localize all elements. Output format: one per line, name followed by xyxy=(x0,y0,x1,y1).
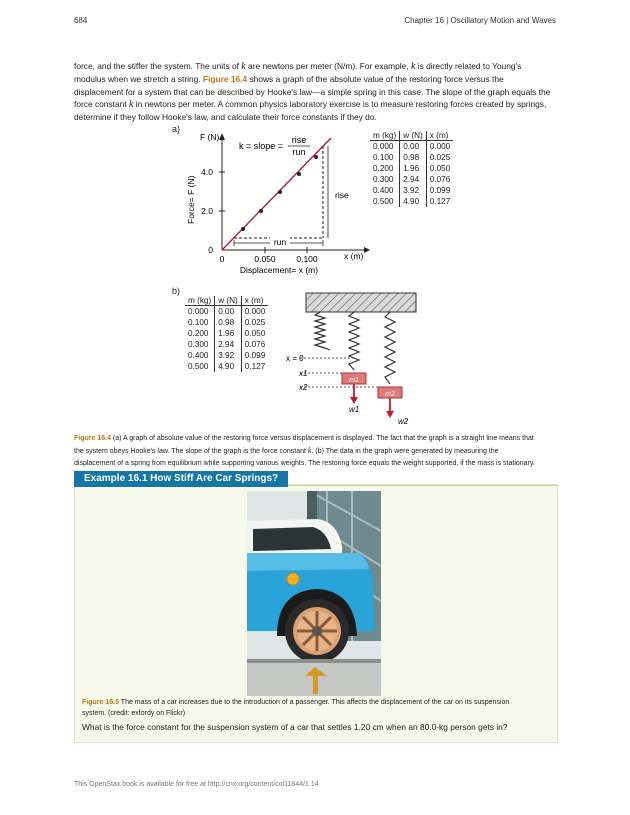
data-point xyxy=(297,172,301,176)
w2-label: w2 xyxy=(398,417,409,426)
y-axis-name: F (N) xyxy=(200,132,220,142)
x-axis-name: x (m) xyxy=(344,251,364,261)
m2-label: m2 xyxy=(385,391,395,398)
table-a: m (kg) w (N) x (m) 0.000 0.00 0.000 0.100 0.98 0.025 0.200 1.96 0.050 0.300 2.94 0.076 0.400 3.92 0.099 0.500 4.90 0.127 xyxy=(370,131,453,207)
run-label: run xyxy=(273,237,287,247)
table-row: 0.100 0.98 0.025 xyxy=(185,317,268,328)
data-point xyxy=(241,227,245,231)
figure-16-4-caption: Figure 16.4 (a) A graph of absolute value of the restoring force versus displacement is displayed. The fact that the graph is a straight line means that the system obeys Hooke's law. The slope of the graph is the force constant k. (b) The data in the graph were generated by measuring the displacement of a spring from equilibrium while supporting various weights. The restoring force equals the weight supported, if the mass is stationary. xyxy=(74,435,535,467)
table-row: 0.000 0.00 0.000 xyxy=(370,141,453,153)
data-point xyxy=(278,190,282,194)
figure-16-5-caption: Figure 16.5 The mass of a car increases due to the introduction of a passenger. This affects the displacement of the car on its suspension system. (credit: exfordy on Flickr) xyxy=(82,699,510,717)
y-axis-title: Force= F (N) xyxy=(186,175,196,224)
table-row: 0.200 1.96 0.050 xyxy=(370,163,453,174)
spring-2 xyxy=(349,312,359,370)
data-point xyxy=(259,209,263,213)
panel-a-label: a) xyxy=(172,124,181,134)
w1-label: w1 xyxy=(349,405,360,414)
fit-line xyxy=(222,138,331,250)
x-tick-100: 0.100 xyxy=(296,254,318,264)
hooke-graph xyxy=(182,128,372,276)
x-tick-0: 0 xyxy=(219,254,225,264)
table-b: m (kg) w (N) x (m) 0.000 0.00 0.000 0.100 0.98 0.025 0.200 1.96 0.050 0.300 2.94 0.076 0.400 3.92 0.099 0.500 4.90 0.127 xyxy=(185,296,268,372)
table-row: 0.200 1.96 0.050 xyxy=(185,328,268,339)
figure-link[interactable]: Figure 16.4 xyxy=(202,74,248,85)
table-row: 0.500 4.90 0.127 xyxy=(370,196,453,207)
table-row: 0.300 2.94 0.076 xyxy=(185,339,268,350)
y-tick-0: 0 xyxy=(208,245,213,255)
x-tick-050: 0.050 xyxy=(254,254,276,264)
x2-label: x2 xyxy=(299,383,308,392)
data-point xyxy=(314,155,318,159)
spring-diagram xyxy=(282,290,422,430)
page-number: 684 xyxy=(74,16,88,25)
table-row: 0.100 0.98 0.025 xyxy=(370,152,453,163)
body-paragraph: force, and the stiffer the system. The units of k are newtons per meter (N/m). For example, k is directly related to Young's modulus when we stretch a string. Figure 16.4 shows a graph of the absolute value of the restoring force versus the displacement for a system that can be described by Hooke's law—a simple spring in this case. The slope of the graph equals the force constant k in newtons per meter. A common physics laboratory exercise is to measure restoring forces created by springs, determine if they follow Hooke's law, and calculate their force constants if they do. xyxy=(74,61,551,123)
panel-b-label: b) xyxy=(172,286,181,296)
slope-formula: k = slope = xyxy=(239,141,284,151)
x0-label: x = 0 xyxy=(286,354,304,363)
running-header: Chapter 16 | Oscillatory Motion and Waves xyxy=(404,16,556,25)
table-row: 0.500 4.90 0.127 xyxy=(185,361,268,372)
ceiling-support xyxy=(306,293,416,312)
footer: This OpenStax book is available for free at http://cnx.org/content/col11844/1.14 xyxy=(74,781,319,788)
table-row: 0.400 3.92 0.099 xyxy=(370,185,453,196)
x-axis-title: Displacement= x (m) xyxy=(239,265,319,275)
example-title: Example 16.1 How Stiff Are Car Springs? xyxy=(74,471,288,487)
m1-label: m1 xyxy=(349,377,359,384)
y-tick-4: 4.0 xyxy=(201,167,213,177)
rise-label: rise xyxy=(335,190,349,200)
y-tick-2: 2.0 xyxy=(201,206,213,216)
slope-denominator: run xyxy=(292,147,306,157)
slope-numerator: rise xyxy=(291,135,307,145)
table-row: 0.300 2.94 0.076 xyxy=(370,174,453,185)
car-photo xyxy=(247,491,381,696)
spring-3 xyxy=(385,312,395,384)
x1-label: x1 xyxy=(299,369,308,378)
table-row: 0.000 0.00 0.000 xyxy=(185,306,268,318)
table-row: 0.400 3.92 0.099 xyxy=(185,350,268,361)
example-question: What is the force constant for the suspension system of a car that settles 1.20 cm when an 80.0-kg person gets in? xyxy=(82,722,508,732)
spring-1 xyxy=(315,312,330,350)
